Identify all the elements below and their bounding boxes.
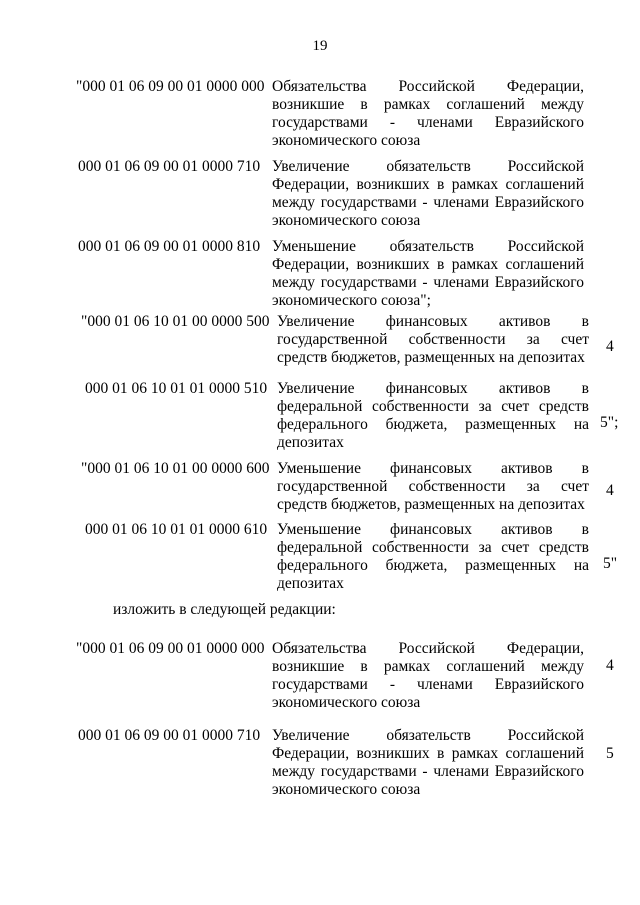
budget-code: "000 01 06 09 00 01 0000 000 <box>76 640 265 657</box>
budget-description: Уменьшение финансовых активов в федеральной собственности за счет средств федерального бюджета, размещенных на депозитах <box>277 521 589 592</box>
budget-code: 000 01 06 10 01 01 0000 510 <box>85 380 268 397</box>
budget-value: 4 <box>606 657 614 674</box>
budget-description: Уменьшение обязательств Российской Федерации, возникших в рамках соглашений между государствами - членами Евразийского экономического союза"; <box>272 238 584 309</box>
budget-value: 5" <box>603 555 618 572</box>
budget-description: Увеличение финансовых активов в федеральной собственности за счет средств федерального бюджета, размещенных на депозитах <box>277 380 589 451</box>
budget-code: 000 01 06 10 01 01 0000 610 <box>85 521 268 538</box>
budget-code: "000 01 06 10 01 00 0000 500 <box>81 313 270 330</box>
budget-value: 5 <box>606 745 614 762</box>
budget-description: Увеличение обязательств Российской Федерации, возникших в рамках соглашений между государствами - членами Евразийского экономического союза <box>272 727 584 798</box>
budget-description: Обязательства Российской Федерации, возникшие в рамках соглашений между государствами - членами Евразийского экономического союза <box>272 78 584 149</box>
instruction-text: изложить в следующей редакции: <box>113 601 336 618</box>
budget-code: 000 01 06 09 00 01 0000 810 <box>78 238 261 255</box>
budget-value: 4 <box>606 482 614 499</box>
budget-code: 000 01 06 09 00 01 0000 710 <box>78 158 261 175</box>
budget-code: 000 01 06 09 00 01 0000 710 <box>78 727 261 744</box>
budget-code: "000 01 06 09 00 01 0000 000 <box>76 78 265 95</box>
budget-description: Обязательства Российской Федерации, возникшие в рамках соглашений между государствами - членами Евразийского экономического союза <box>272 640 584 711</box>
budget-value: 4 <box>606 338 614 355</box>
budget-value: 5"; <box>600 414 619 431</box>
budget-description: Увеличение обязательств Российской Федерации, возникших в рамках соглашений между государствами - членами Евразийского экономического союза <box>272 158 584 229</box>
budget-code: "000 01 06 10 01 00 0000 600 <box>81 460 270 477</box>
page-number: 19 <box>312 38 328 54</box>
budget-description: Увеличение финансовых активов в государственной собственности за счет средств бюджетов, размещенных на депозитах <box>277 313 589 366</box>
budget-description: Уменьшение финансовых активов в государственной собственности за счет средств бюджетов, размещенных на депозитах <box>277 460 589 513</box>
